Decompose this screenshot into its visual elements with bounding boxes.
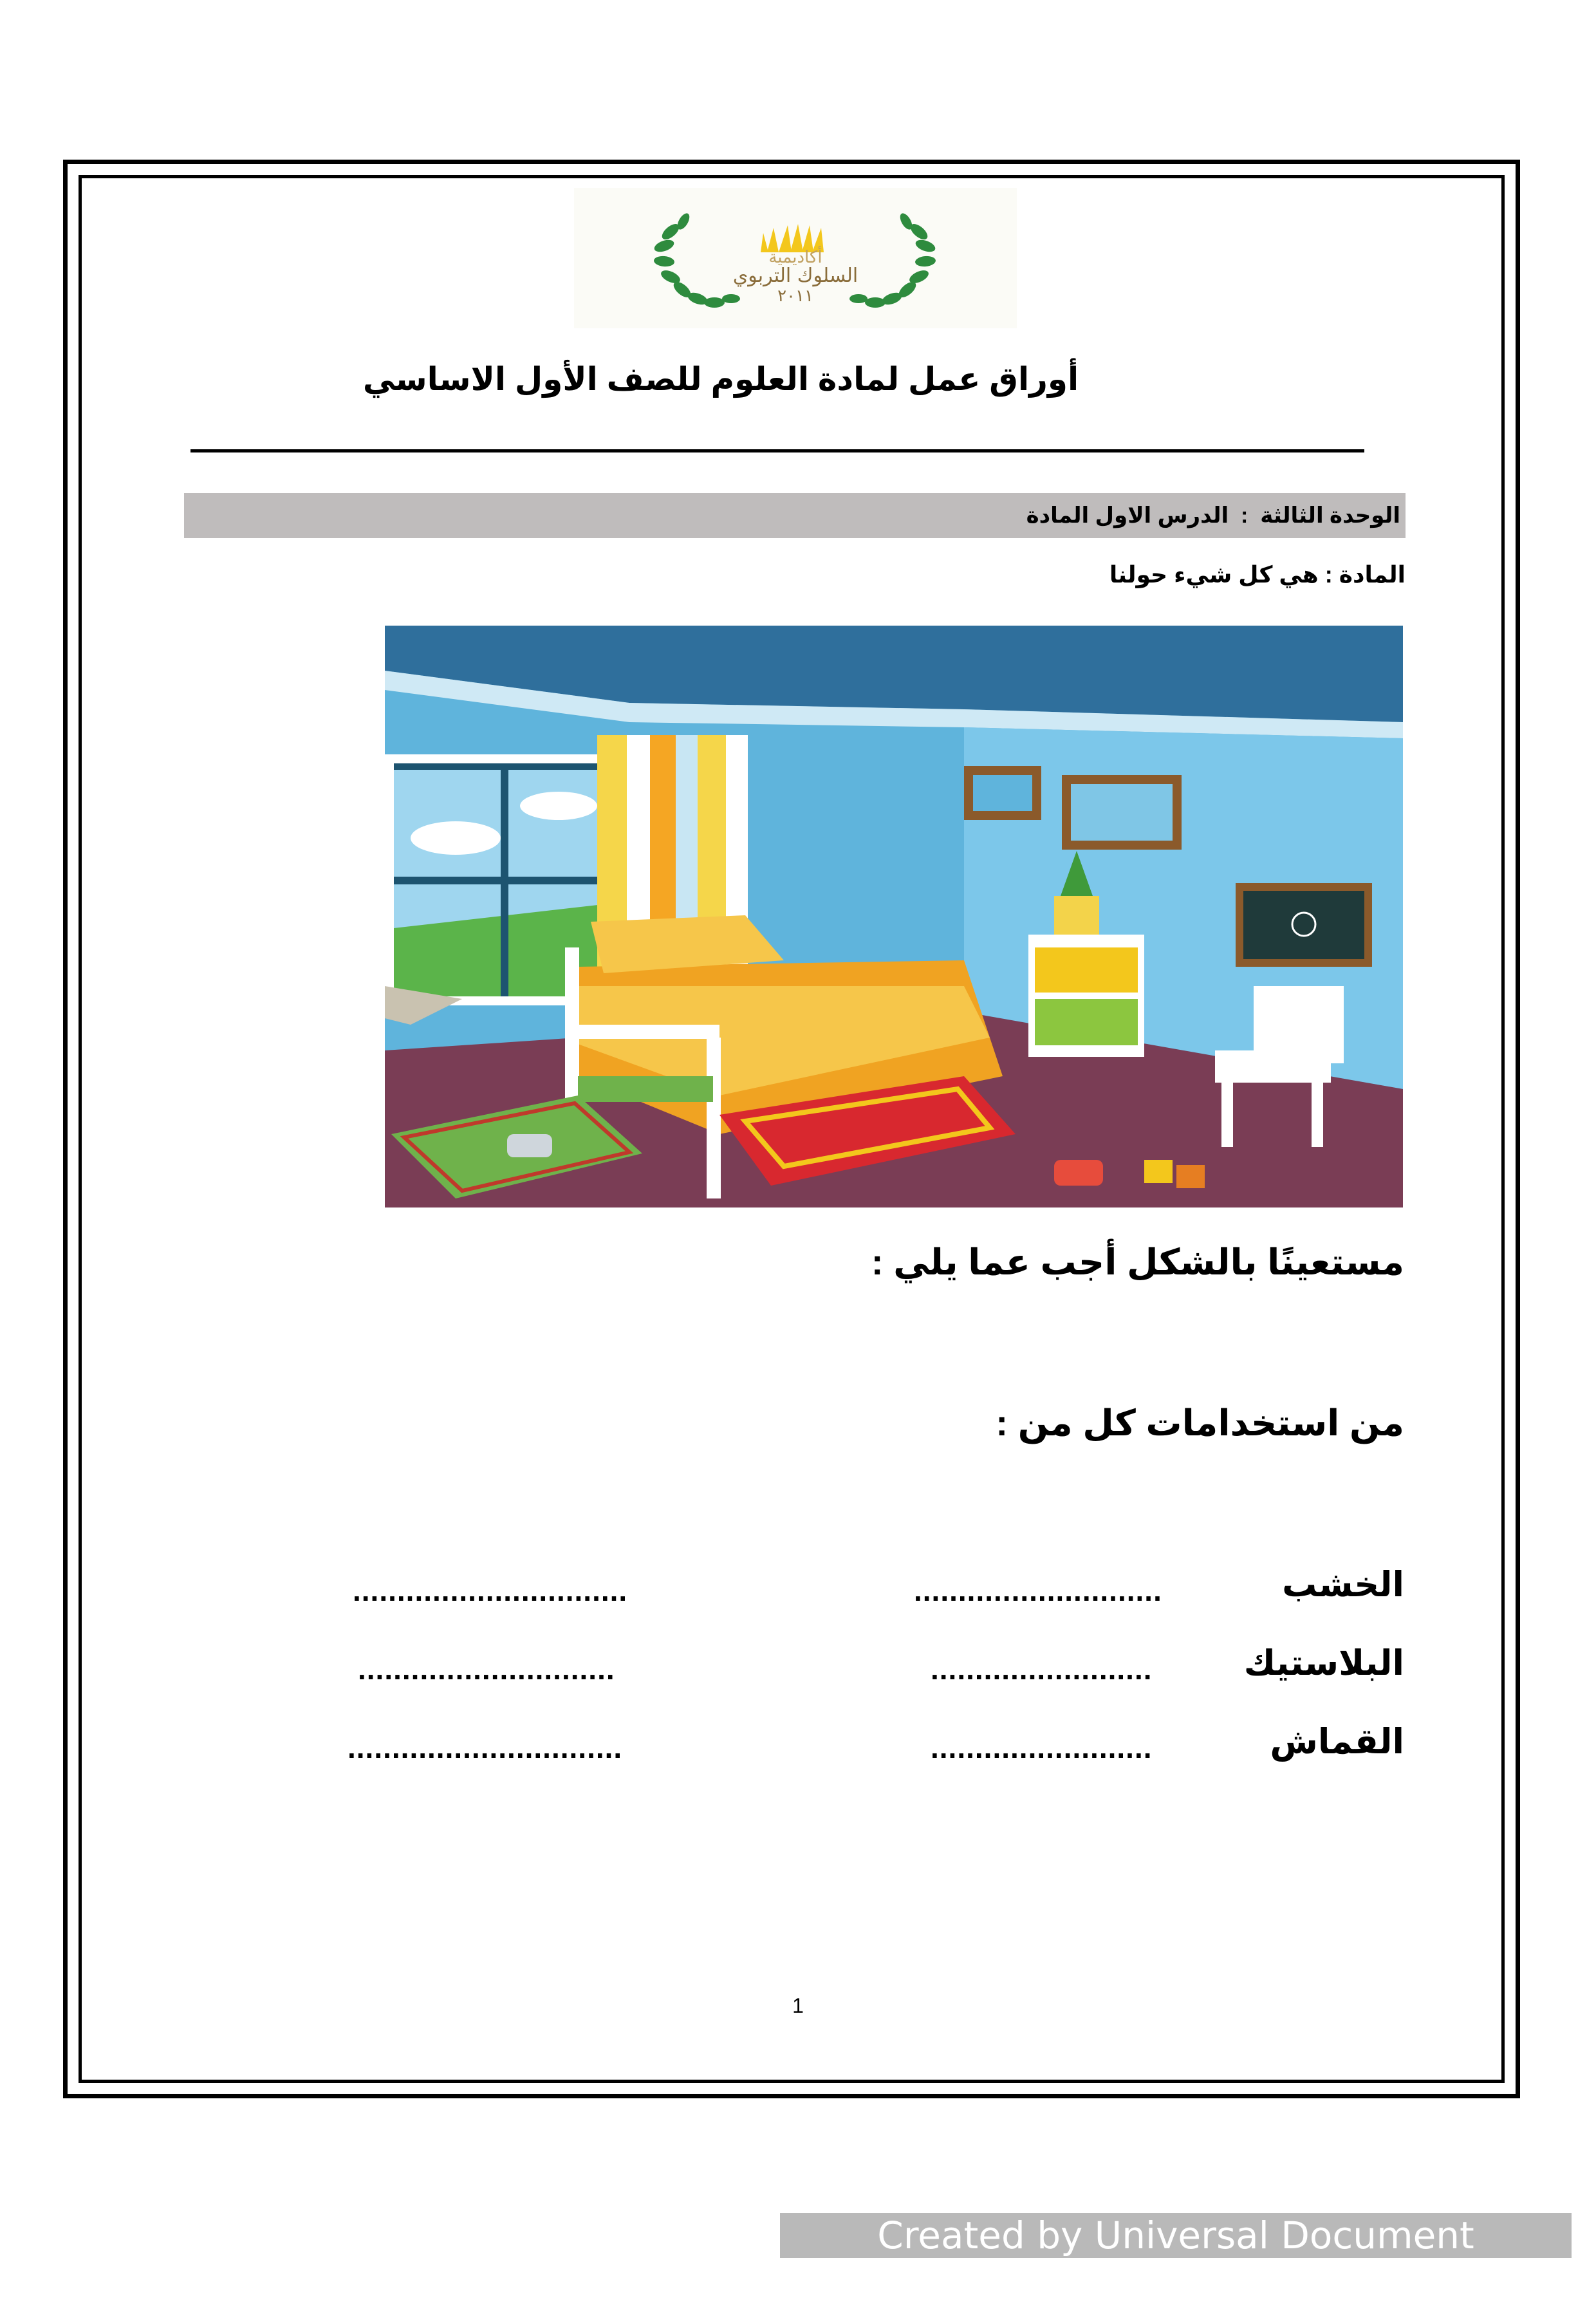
question-instruction: مستعينًا بالشكل أجب عما يلي :	[871, 1242, 1404, 1282]
answer-blank-fabric-2[interactable]: ...............................	[348, 1731, 623, 1764]
logo-text-line1: أكاديمية	[768, 248, 822, 267]
question-uses: من استخدامات كل من :	[996, 1403, 1404, 1443]
answer-blank-plastic-2[interactable]: .............................	[358, 1652, 615, 1686]
answer-blank-plastic-1[interactable]: .........................	[931, 1652, 1153, 1686]
academy-logo	[574, 188, 1017, 328]
logo-year: ٢٠١١	[777, 286, 813, 306]
page-number: 1	[792, 1994, 804, 2017]
logo-text-line2: السلوك التربوي	[732, 265, 858, 287]
answer-blank-wood-2[interactable]: ...............................	[353, 1574, 628, 1607]
material-label-plastic: البلاستيك	[1243, 1644, 1404, 1683]
bedroom-illustration	[385, 626, 1403, 1207]
matter-definition: المادة : هي كل شيء حولنا	[1109, 561, 1406, 588]
unit-lesson-bar: الوحدة الثالثة : الدرس الاول المادة	[184, 493, 1406, 538]
converter-watermark: Created by Universal Document Converter	[780, 2213, 1572, 2258]
answer-blank-fabric-1[interactable]: .........................	[931, 1731, 1153, 1764]
title-divider	[190, 449, 1364, 452]
page-title: أوراق عمل لمادة العلوم للصف الأول الاساسي	[362, 361, 1079, 397]
answer-blank-wood-1[interactable]: ............................	[914, 1574, 1162, 1607]
laurel-logo-icon	[574, 188, 1017, 328]
material-label-wood: الخشب	[1282, 1565, 1404, 1604]
material-label-fabric: القماش	[1270, 1722, 1404, 1761]
